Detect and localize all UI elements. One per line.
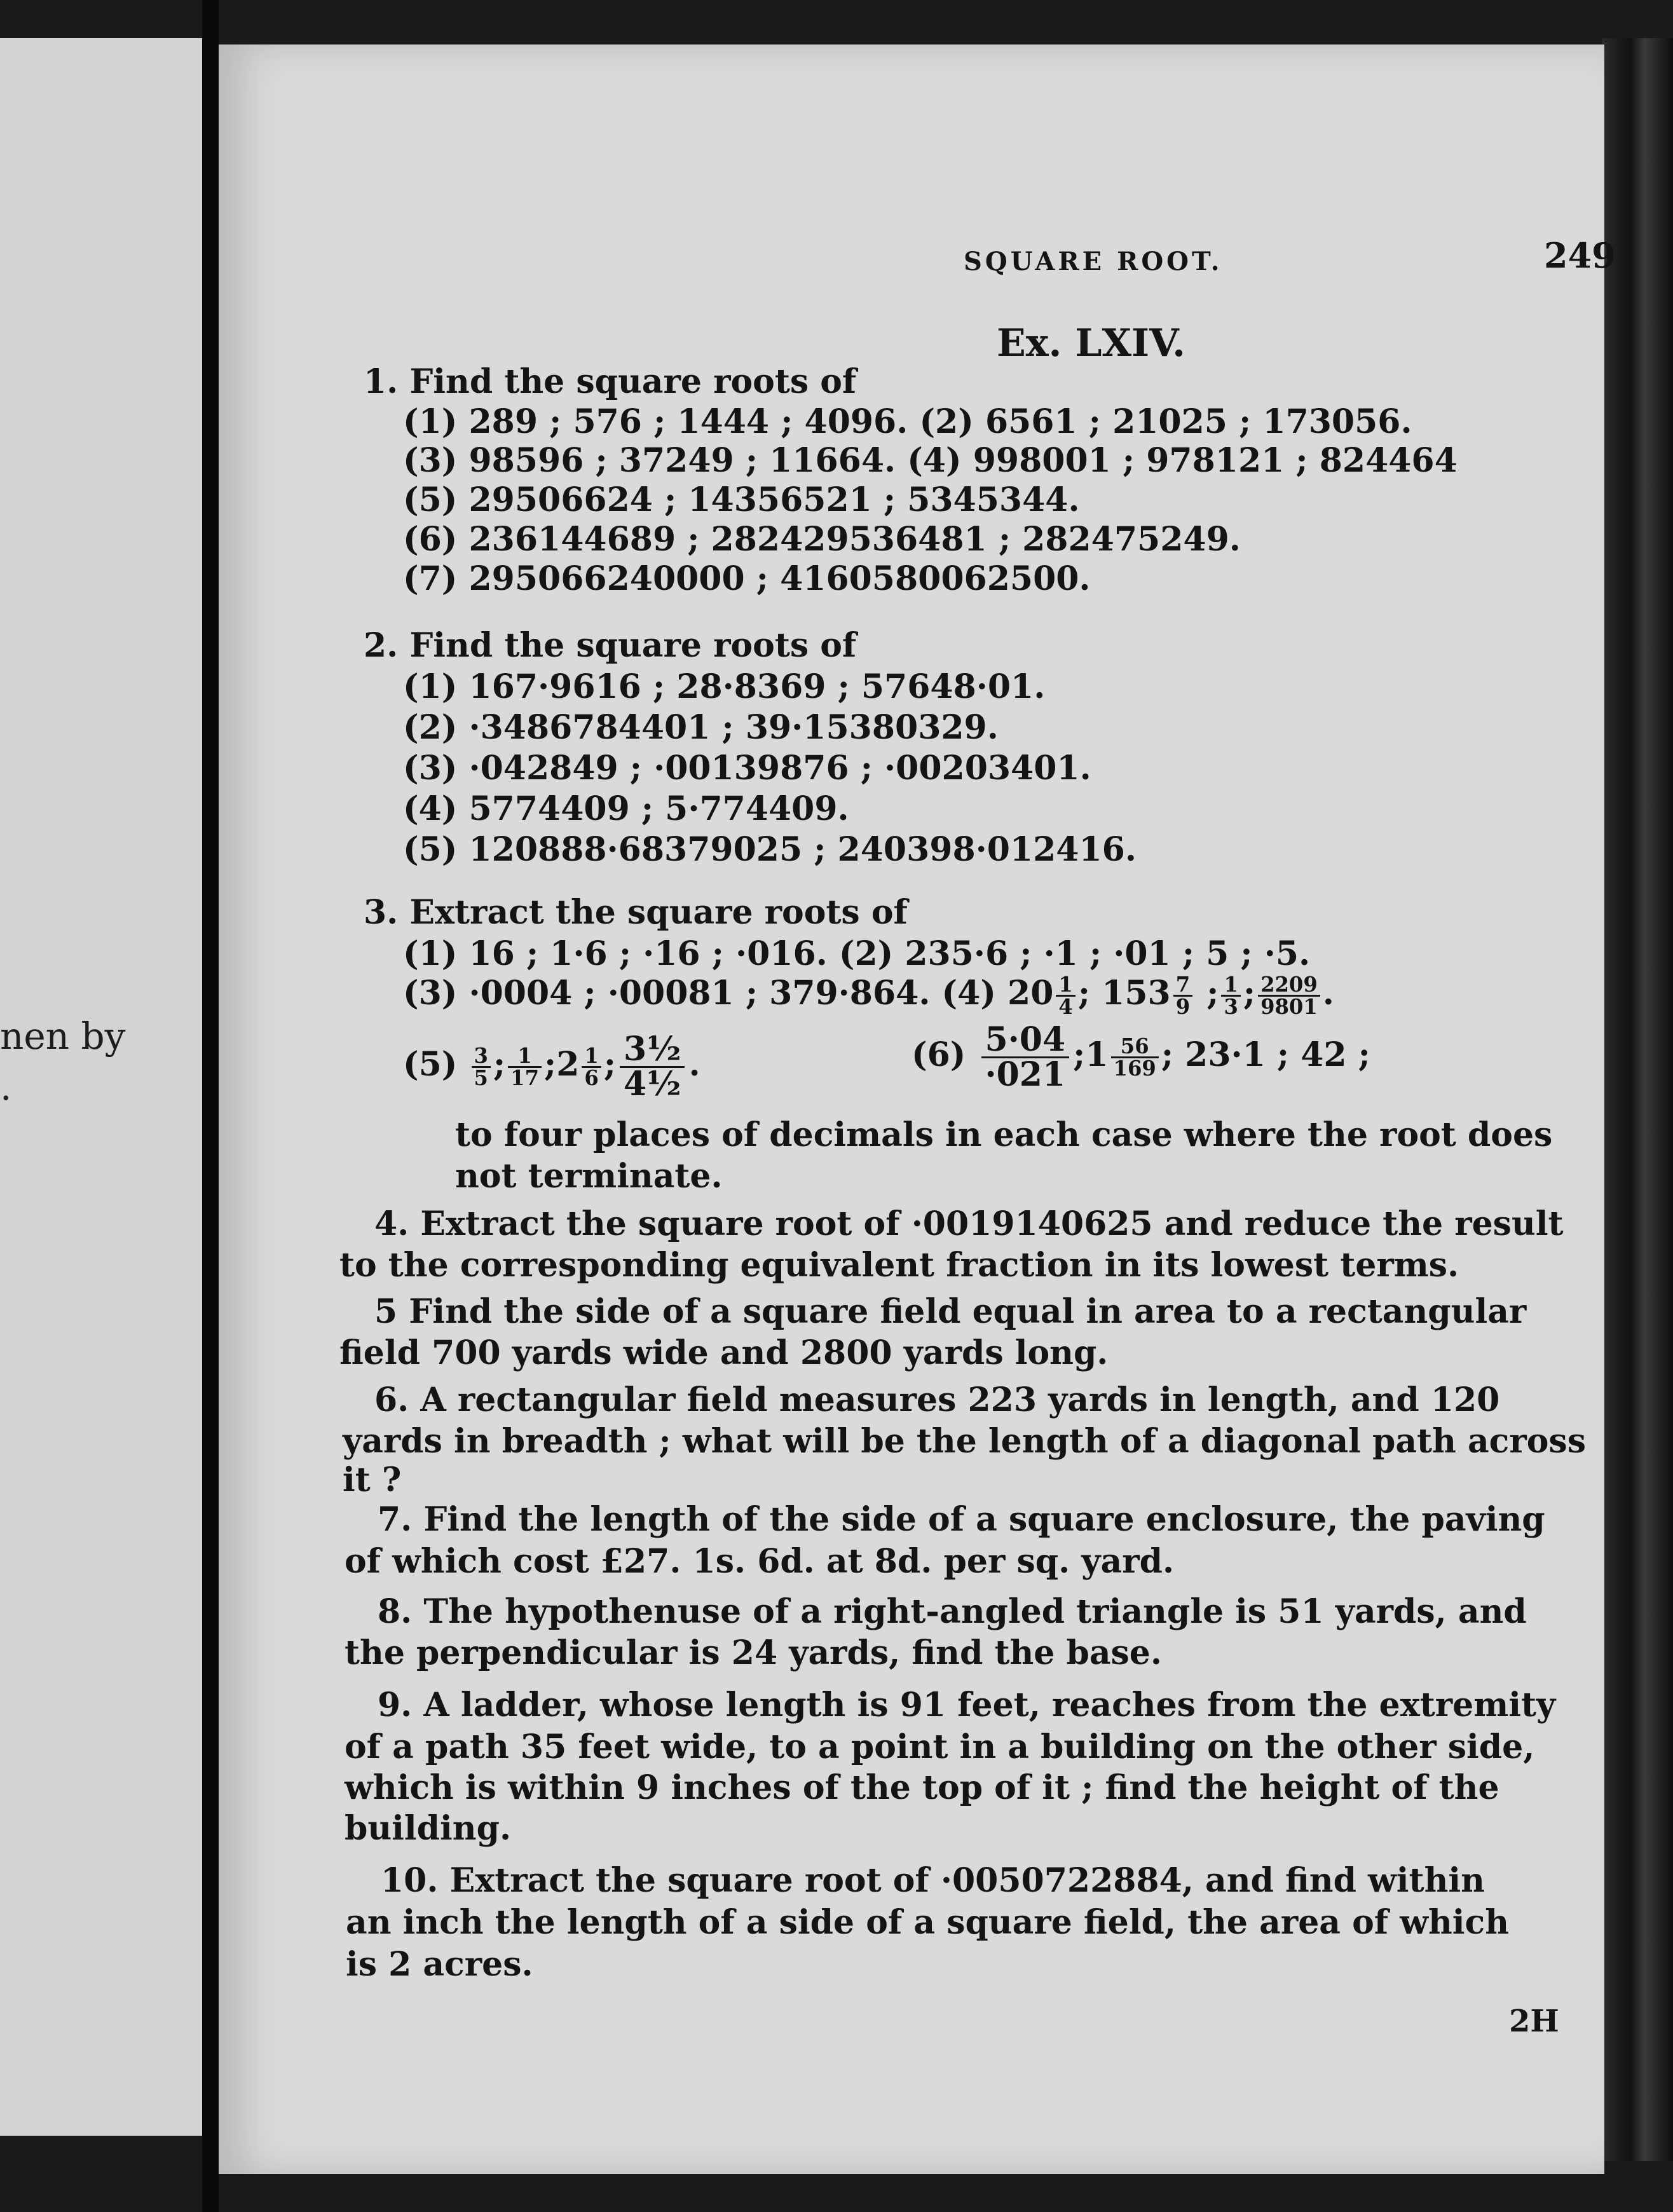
q2-line: (1) 167·9616 ; 28·8369 ; 57648·01. [403,667,1046,706]
q6-line: yards in breadth ; what will be the length of a diagonal path across [343,1422,1586,1461]
fraction: $\frac{1}{4}$ [1056,974,1075,1017]
item-label: (5) [403,1045,458,1084]
q3-line1: (1) 16 ; 1·6 ; ·16 ; ·016. (2) 235·6 ; ·1 ; ·01 ; 5 ; ·5. [403,934,1311,973]
q3-line5: not terminate. [455,1157,723,1196]
q1-line: (6) 236144689 ; 282429536481 ; 282475249. [403,520,1241,559]
q8-line: the perpendicular is 24 yards, find the base. [345,1634,1162,1672]
q6-line: it ? [343,1461,402,1499]
q10-line: an inch the length of a side of a square field, the area of which [346,1903,1510,1942]
q1-intro: 1. Find the square roots of [364,362,857,401]
page-number: 249 [1544,235,1616,276]
q2-line: (4) 5774409 ; 5·774409. [403,789,849,828]
q3-line4: to four places of decimals in each case where the root does [455,1116,1553,1154]
q9-line: building. [345,1809,512,1848]
left-page-fragment [0,1011,125,1112]
q3-line2-text: (3) ·0004 ; ·00081 ; 379·864. (4) 20 [403,974,1054,1013]
fraction: $\frac{2209}{9801}$ [1258,974,1320,1017]
q1-line: (1) 289 ; 576 ; 1444 ; 4096. (2) 6561 ; 21025 ; 173056. [403,402,1412,441]
left-page-fragment-line2: . [0,1065,12,1109]
q9-line: of a path 35 feet wide, to a point in a building on the other side, [345,1728,1535,1766]
fraction: $\frac{1}{3}$ [1221,974,1240,1017]
q4-line: 4. Extract the square root of ·0019140625 and reduce the result [374,1205,1564,1243]
q10-line: is 2 acres. [346,1945,533,1984]
book-spine [202,0,219,2212]
q9-line: which is within 9 inches of the top of it ; find the height of the [345,1768,1499,1807]
q2-intro: 2. Find the square roots of [364,626,857,665]
fraction: $\frac{7}{9}$ [1173,974,1192,1017]
q6-line: 6. A rectangular field measures 223 yards in length, and 120 [374,1381,1500,1419]
exercise-title: Ex. LXIV. [997,321,1186,365]
fraction: $\frac{56}{169}$ [1111,1036,1159,1079]
q3-line3-part5: (5) $\frac{3}{5}$ ; $\frac{1}{17}$ ;2 $\frac{1}{6}$ ; $\frac{\text{3½}}{\text{4½}}$ . [403,1030,700,1103]
q1-line: (5) 29506624 ; 14356521 ; 5345344. [403,481,1080,519]
q4-line: to the corresponding equivalent fraction in its lowest terms. [339,1246,1459,1285]
q2-line: (3) ·042849 ; ·00139876 ; ·00203401. [403,749,1091,788]
q1-line: (3) 98596 ; 37249 ; 11664. (4) 998001 ; 978121 ; 824464 [403,441,1458,480]
q8-line: 8. The hypothenuse of a right-angled triangle is 51 yards, and [378,1592,1527,1631]
fraction: $\frac{3}{5}$ [472,1046,491,1088]
fraction: $\frac{1}{6}$ [582,1046,601,1088]
q1-line: (7) 295066240000 ; 4160580062500. [403,559,1091,598]
q3-intro: 3. Extract the square roots of [364,893,908,932]
left-page [0,38,202,2136]
q2-line: (2) ·3486784401 ; 39·15380329. [403,708,999,747]
q7-line: 7. Find the length of the side of a square enclosure, the paving [378,1500,1545,1539]
q3-line2: (3) ·0004 ; ·00081 ; 379·864. (4) 20 $\frac{1}{4}$ ; 153 $\frac{7}{9}$ ; $\frac{1}{3}$ ; $\frac{2209}{9801}$ . [403,972,1334,1019]
item-label: (6) [912,1035,966,1074]
q3-line3-part6: (6) $\frac{5\cdot 04}{\cdot 021}$ ;1 $\frac{56}{169}$ ; 23·1 ; 42 ; [912,1020,1370,1094]
book-page [219,44,1616,2174]
running-title: SQUARE ROOT. [964,247,1223,276]
left-page-fragment-line1: nen by [0,1014,126,1058]
fraction: $\frac{1}{17}$ [508,1046,542,1088]
page-edge [1602,38,1673,2161]
compound-fraction: $\frac{\text{3½}}{\text{4½}}$ [620,1033,685,1101]
q10-line: 10. Extract the square root of ·0050722884, and find within [381,1861,1485,1900]
q9-line: 9. A ladder, whose length is 91 feet, reaches from the extremity [378,1686,1556,1724]
q5-line: 5 Find the side of a square field equal in area to a rectangular [374,1292,1527,1331]
q5-line: field 700 yards wide and 2800 yards long. [339,1334,1109,1372]
q7-line: of which cost £27. 1s. 6d. at 8d. per sq. yard. [345,1542,1175,1581]
compound-fraction: $\frac{5\cdot 04}{\cdot 021}$ [981,1023,1070,1091]
q2-line: (5) 120888·68379025 ; 240398·012416. [403,830,1137,869]
signature-mark: 2H [1509,2004,1559,2039]
